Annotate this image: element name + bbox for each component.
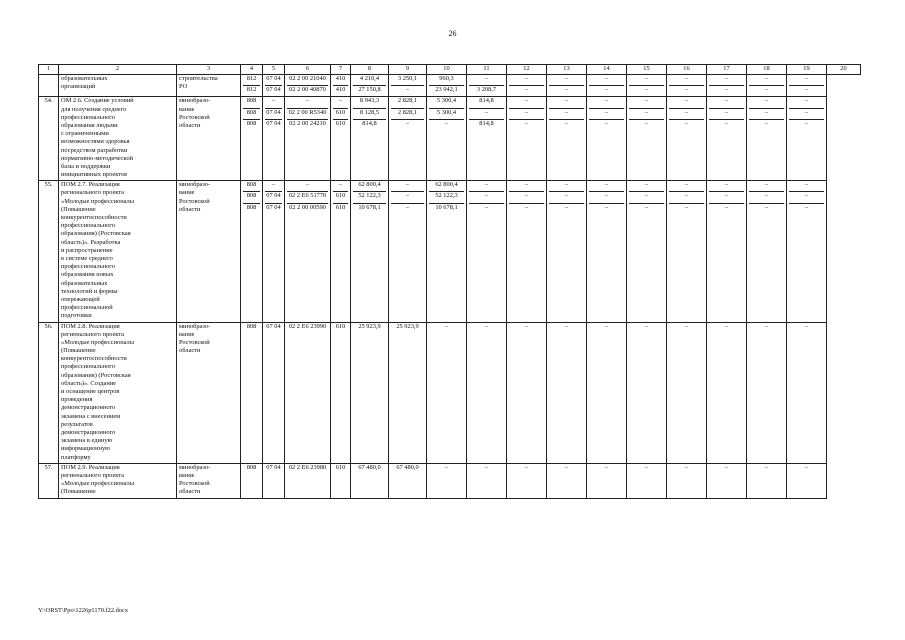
budget-value: –: [749, 109, 784, 120]
budget-value: –: [604, 203, 609, 211]
budget-value: –: [804, 463, 809, 471]
budget-value: 808: [246, 322, 257, 330]
row-number: 56.: [39, 322, 59, 463]
budget-cell: [285, 97, 331, 181]
column-number-header: 14: [587, 65, 627, 75]
column-number-header: 11: [467, 65, 507, 75]
budget-cell: [587, 75, 627, 97]
budget-cell: [747, 75, 787, 97]
budget-cell: [787, 463, 827, 498]
budget-value: –: [684, 322, 689, 330]
budget-value: 02 2 00 40870: [289, 86, 326, 94]
column-number-row: [39, 65, 861, 75]
budget-value: 07 04: [266, 119, 281, 127]
measure-name: ПОМ 2.7. Реализация регионального проекта «Молодые профессионалы (Повышение конкурентоспособности профессионального образования) (Ростовская область)». Разработка и распространение в системе среднего профессионального образования новых образовательных технологий и формы опережающей профессиональной подготовки: [59, 181, 177, 322]
budget-cell: [331, 322, 351, 463]
budget-value: 02 2 E6 23980: [288, 463, 327, 471]
budget-value: 07 04: [265, 192, 282, 203]
budget-value: 410: [335, 86, 346, 94]
budget-value: 610: [335, 463, 346, 471]
budget-value: –: [724, 463, 729, 471]
budget-cell: [787, 97, 827, 181]
budget-value: –: [549, 192, 584, 203]
budget-cell: [787, 181, 827, 322]
budget-cell: [241, 97, 263, 181]
budget-value: –: [564, 203, 569, 211]
budget-cell: [263, 463, 285, 498]
budget-value: –: [524, 86, 529, 94]
budget-value: –: [564, 119, 569, 127]
budget-value: 808: [243, 97, 260, 108]
budget-value: –: [333, 181, 348, 192]
column-number-header: 17: [707, 65, 747, 75]
row-number: 54.: [39, 97, 59, 181]
budget-cell: [707, 75, 747, 97]
budget-value: –: [724, 203, 729, 211]
budget-cell: [747, 181, 787, 322]
budget-value: –: [629, 97, 664, 108]
column-number-header: 9: [389, 65, 427, 75]
budget-value: 3 208,7: [476, 86, 497, 94]
budget-value: 07 04: [266, 203, 281, 211]
budget-cell: [351, 322, 389, 463]
budget-value: 610: [333, 109, 348, 120]
budget-value: 67 480,0: [396, 463, 419, 471]
budget-cell: [351, 463, 389, 498]
budget-cell: [747, 463, 787, 498]
budget-value: –: [684, 86, 689, 94]
budget-value: –: [709, 109, 744, 120]
budget-cell: [241, 75, 263, 97]
budget-value: –: [684, 463, 689, 471]
budget-cell: [389, 75, 427, 97]
budget-value: –: [589, 192, 624, 203]
row-number: [39, 75, 59, 97]
budget-value: –: [804, 119, 809, 127]
budget-value: 808: [243, 192, 260, 203]
responsible-agency: минобразо- вание Ростовской области: [177, 181, 241, 322]
budget-value: 808: [246, 119, 257, 127]
budget-value: 02 2 E6 51770: [287, 192, 328, 203]
budget-value: –: [444, 463, 449, 471]
budget-cell: [389, 97, 427, 181]
budget-cell: [241, 463, 263, 498]
budget-value: –: [709, 75, 744, 86]
budget-cell: [285, 181, 331, 322]
budget-value: 610: [333, 192, 348, 203]
budget-value: 07 04: [266, 322, 281, 330]
budget-value: –: [405, 86, 410, 94]
budget-cell: [587, 97, 627, 181]
budget-value: –: [644, 203, 649, 211]
budget-value: –: [287, 181, 328, 192]
budget-value: –: [604, 119, 609, 127]
budget-cell: [507, 463, 547, 498]
budget-cell: [351, 75, 389, 97]
budget-value: 52 122,3: [429, 192, 464, 203]
budget-value: 02 2 00 21040: [287, 75, 328, 86]
budget-value: 410: [333, 75, 348, 86]
budget-cell: [707, 181, 747, 322]
budget-value: –: [405, 119, 410, 127]
budget-cell: [467, 181, 507, 322]
budget-cell: [787, 322, 827, 463]
budget-value: –: [669, 192, 704, 203]
budget-value: –: [804, 322, 809, 330]
budget-value: 8 128,5: [353, 109, 386, 120]
budget-value: –: [764, 203, 769, 211]
budget-value: 610: [335, 203, 346, 211]
measure-name: ПОМ 2.9. Реализация регионального проекта «Молодые профессионалы (Повышение: [59, 463, 177, 498]
budget-value: –: [644, 322, 649, 330]
budget-table: [38, 64, 861, 499]
budget-value: –: [709, 97, 744, 108]
budget-value: 27 150,8: [358, 86, 381, 94]
budget-cell: [389, 463, 427, 498]
budget-value: 5 300,4: [429, 109, 464, 120]
budget-value: –: [469, 75, 504, 86]
budget-cell: [627, 322, 667, 463]
budget-value: 3 250,1: [391, 75, 424, 86]
budget-cell: [241, 181, 263, 322]
budget-cell: [467, 322, 507, 463]
budget-value: –: [509, 97, 544, 108]
budget-value: –: [749, 181, 784, 192]
budget-value: –: [669, 75, 704, 86]
budget-value: –: [629, 192, 664, 203]
budget-cell: [627, 463, 667, 498]
budget-value: –: [405, 203, 410, 211]
row-number: 57.: [39, 463, 59, 498]
column-number-header: 16: [667, 65, 707, 75]
budget-value: –: [749, 192, 784, 203]
column-number-header: 5: [263, 65, 285, 75]
budget-value: –: [265, 97, 282, 108]
budget-cell: [547, 97, 587, 181]
budget-value: 07 04: [266, 463, 281, 471]
budget-value: 8 943,3: [353, 97, 386, 108]
budget-cell: [427, 181, 467, 322]
budget-value: 812: [246, 86, 257, 94]
budget-cell: [587, 322, 627, 463]
document-path: Y:\ORST\Ppo\1226p1170.f22.docx: [38, 607, 129, 614]
budget-value: 814,8: [479, 119, 494, 127]
column-number-header: 3: [177, 65, 241, 75]
responsible-agency: строительства РО: [177, 75, 241, 97]
budget-cell: [351, 181, 389, 322]
budget-value: –: [789, 75, 824, 86]
budget-cell: [707, 463, 747, 498]
budget-value: 62 800,4: [429, 181, 464, 192]
budget-cell: [507, 181, 547, 322]
budget-value: 808: [243, 109, 260, 120]
budget-value: 610: [335, 322, 346, 330]
budget-value: 10 678,1: [435, 203, 458, 211]
column-number-header: 2: [59, 65, 177, 75]
column-number-header: 1: [39, 65, 59, 75]
budget-cell: [263, 181, 285, 322]
budget-value: –: [604, 86, 609, 94]
budget-value: 67 480,0: [358, 463, 381, 471]
budget-value: –: [333, 97, 348, 108]
budget-value: –: [669, 97, 704, 108]
responsible-agency: минобразо- вание Ростовской области: [177, 97, 241, 181]
budget-cell: [667, 181, 707, 322]
budget-cell: [667, 75, 707, 97]
budget-value: –: [724, 86, 729, 94]
budget-cell: [427, 322, 467, 463]
budget-value: –: [724, 322, 729, 330]
budget-value: –: [549, 97, 584, 108]
budget-cell: [263, 322, 285, 463]
budget-value: –: [789, 181, 824, 192]
budget-value: –: [789, 97, 824, 108]
budget-value: 52 122,3: [353, 192, 386, 203]
budget-cell: [331, 75, 351, 97]
table-row: [39, 75, 861, 97]
budget-value: –: [484, 463, 489, 471]
budget-value: 25 923,9: [396, 322, 419, 330]
budget-cell: [351, 97, 389, 181]
budget-cell: [263, 97, 285, 181]
budget-cell: [427, 75, 467, 97]
budget-cell: [627, 75, 667, 97]
budget-cell: [547, 181, 587, 322]
budget-value: –: [629, 75, 664, 86]
column-number-header: 6: [285, 65, 331, 75]
budget-value: –: [524, 119, 529, 127]
budget-value: –: [764, 322, 769, 330]
budget-value: 2 828,1: [391, 97, 424, 108]
budget-cell: [627, 181, 667, 322]
budget-cell: [467, 97, 507, 181]
budget-value: 07 04: [265, 75, 282, 86]
column-number-header: 20: [827, 65, 861, 75]
budget-cell: [587, 181, 627, 322]
budget-cell: [389, 322, 427, 463]
page-number: 26: [448, 29, 457, 38]
budget-value: –: [589, 109, 624, 120]
column-number-header: 15: [627, 65, 667, 75]
budget-value: –: [789, 109, 824, 120]
column-number-header: 13: [547, 65, 587, 75]
budget-cell: [467, 75, 507, 97]
budget-value: –: [644, 119, 649, 127]
budget-value: –: [391, 192, 424, 203]
measure-name: ПОМ 2.8. Реализация регионального проекта «Молодые профессионалы (Повышение конкурентоспособности профессионального образования) (Ростовская область)». Создание и оснащение центров проведения демонстрационного экзамена с внесением результатов демонстрационного экзамена в единую информационную платформу: [59, 322, 177, 463]
budget-value: 07 04: [265, 109, 282, 120]
budget-value: –: [764, 119, 769, 127]
budget-value: –: [484, 203, 489, 211]
budget-cell: [427, 97, 467, 181]
budget-value: –: [509, 192, 544, 203]
budget-value: –: [709, 181, 744, 192]
budget-cell: [389, 181, 427, 322]
responsible-agency: минобразо- вание Ростовской области: [177, 463, 241, 498]
budget-value: 814,8: [469, 97, 504, 108]
budget-cell: [285, 75, 331, 97]
budget-value: –: [549, 109, 584, 120]
budget-value: –: [391, 181, 424, 192]
measure-name: ОМ 2.6. Создание условий для получения среднего профессионального образования людьми с ограниченными возможностями здоровья посредством разработки нормативно-методической базы и поддержки инициативных проектов: [59, 97, 177, 181]
budget-cell: [547, 463, 587, 498]
budget-value: –: [604, 463, 609, 471]
budget-value: –: [684, 119, 689, 127]
budget-value: –: [684, 203, 689, 211]
budget-cell: [707, 322, 747, 463]
budget-value: 02 2 00 24210: [289, 119, 326, 127]
budget-value: –: [669, 181, 704, 192]
budget-value: –: [509, 75, 544, 86]
budget-value: 2 828,1: [391, 109, 424, 120]
budget-cell: [467, 463, 507, 498]
budget-value: –: [589, 75, 624, 86]
budget-value: –: [724, 119, 729, 127]
budget-cell: [285, 322, 331, 463]
budget-value: –: [749, 97, 784, 108]
budget-value: 610: [335, 119, 346, 127]
budget-value: –: [629, 181, 664, 192]
budget-value: –: [444, 322, 449, 330]
budget-value: –: [484, 322, 489, 330]
budget-value: –: [564, 86, 569, 94]
budget-cell: [427, 463, 467, 498]
budget-cell: [507, 322, 547, 463]
budget-cell: [787, 75, 827, 97]
budget-value: –: [804, 203, 809, 211]
budget-value: –: [669, 109, 704, 120]
budget-cell: [241, 322, 263, 463]
budget-value: 814,8: [362, 119, 377, 127]
budget-value: 10 678,1: [358, 203, 381, 211]
budget-value: –: [589, 181, 624, 192]
budget-value: 808: [243, 181, 260, 192]
budget-value: 02 2 00 00590: [289, 203, 326, 211]
budget-value: 62 800,4: [353, 181, 386, 192]
budget-value: –: [589, 97, 624, 108]
column-number-header: 12: [507, 65, 547, 75]
budget-value: –: [749, 75, 784, 86]
budget-value: –: [469, 109, 504, 120]
budget-value: –: [709, 192, 744, 203]
row-number: 55.: [39, 181, 59, 322]
budget-cell: [667, 322, 707, 463]
table-row: [39, 97, 861, 181]
column-number-header: 4: [241, 65, 263, 75]
budget-value: –: [564, 463, 569, 471]
column-number-header: 18: [747, 65, 787, 75]
column-number-header: 8: [351, 65, 389, 75]
budget-cell: [547, 75, 587, 97]
budget-value: –: [524, 203, 529, 211]
budget-value: –: [469, 181, 504, 192]
budget-value: –: [509, 109, 544, 120]
budget-value: 4 210,4: [353, 75, 386, 86]
budget-cell: [331, 97, 351, 181]
budget-value: –: [287, 97, 328, 108]
budget-value: 07 04: [266, 86, 281, 94]
budget-value: –: [629, 109, 664, 120]
budget-value: –: [644, 86, 649, 94]
budget-value: –: [644, 463, 649, 471]
budget-cell: [667, 463, 707, 498]
budget-cell: [747, 322, 787, 463]
budget-cell: [331, 463, 351, 498]
budget-value: 23 942,1: [435, 86, 458, 94]
budget-value: –: [549, 181, 584, 192]
budget-cell: [331, 181, 351, 322]
budget-value: 25 923,9: [358, 322, 381, 330]
table-row: [39, 322, 861, 463]
table-row: [39, 181, 861, 322]
budget-value: –: [764, 86, 769, 94]
budget-cell: [547, 322, 587, 463]
budget-cell: [667, 97, 707, 181]
budget-value: –: [764, 463, 769, 471]
budget-value: 02 2 E6 23990: [288, 322, 327, 330]
budget-cell: [507, 97, 547, 181]
budget-cell: [587, 463, 627, 498]
column-number-header: 7: [331, 65, 351, 75]
budget-value: –: [444, 119, 449, 127]
budget-cell: [263, 75, 285, 97]
column-number-header: 19: [787, 65, 827, 75]
budget-value: 960,3: [429, 75, 464, 86]
budget-value: –: [524, 463, 529, 471]
budget-value: –: [789, 192, 824, 203]
budget-value: –: [564, 322, 569, 330]
budget-cell: [707, 97, 747, 181]
budget-value: –: [524, 322, 529, 330]
budget-value: 808: [246, 463, 257, 471]
budget-cell: [747, 97, 787, 181]
budget-cell: [507, 75, 547, 97]
measure-name: образовательных организаций: [59, 75, 177, 97]
budget-value: –: [469, 192, 504, 203]
budget-value: 812: [243, 75, 260, 86]
budget-value: 5 300,4: [429, 97, 464, 108]
budget-cell: [627, 97, 667, 181]
responsible-agency: минобразо- вание Ростовской области: [177, 322, 241, 463]
budget-value: –: [265, 181, 282, 192]
budget-value: –: [604, 322, 609, 330]
column-number-header: 10: [427, 65, 467, 75]
budget-value: –: [509, 181, 544, 192]
table-row: [39, 463, 861, 498]
budget-value: 808: [246, 203, 257, 211]
budget-cell: [285, 463, 331, 498]
budget-value: –: [804, 86, 809, 94]
budget-value: 02 2 00 R5340: [287, 109, 328, 120]
budget-value: –: [549, 75, 584, 86]
